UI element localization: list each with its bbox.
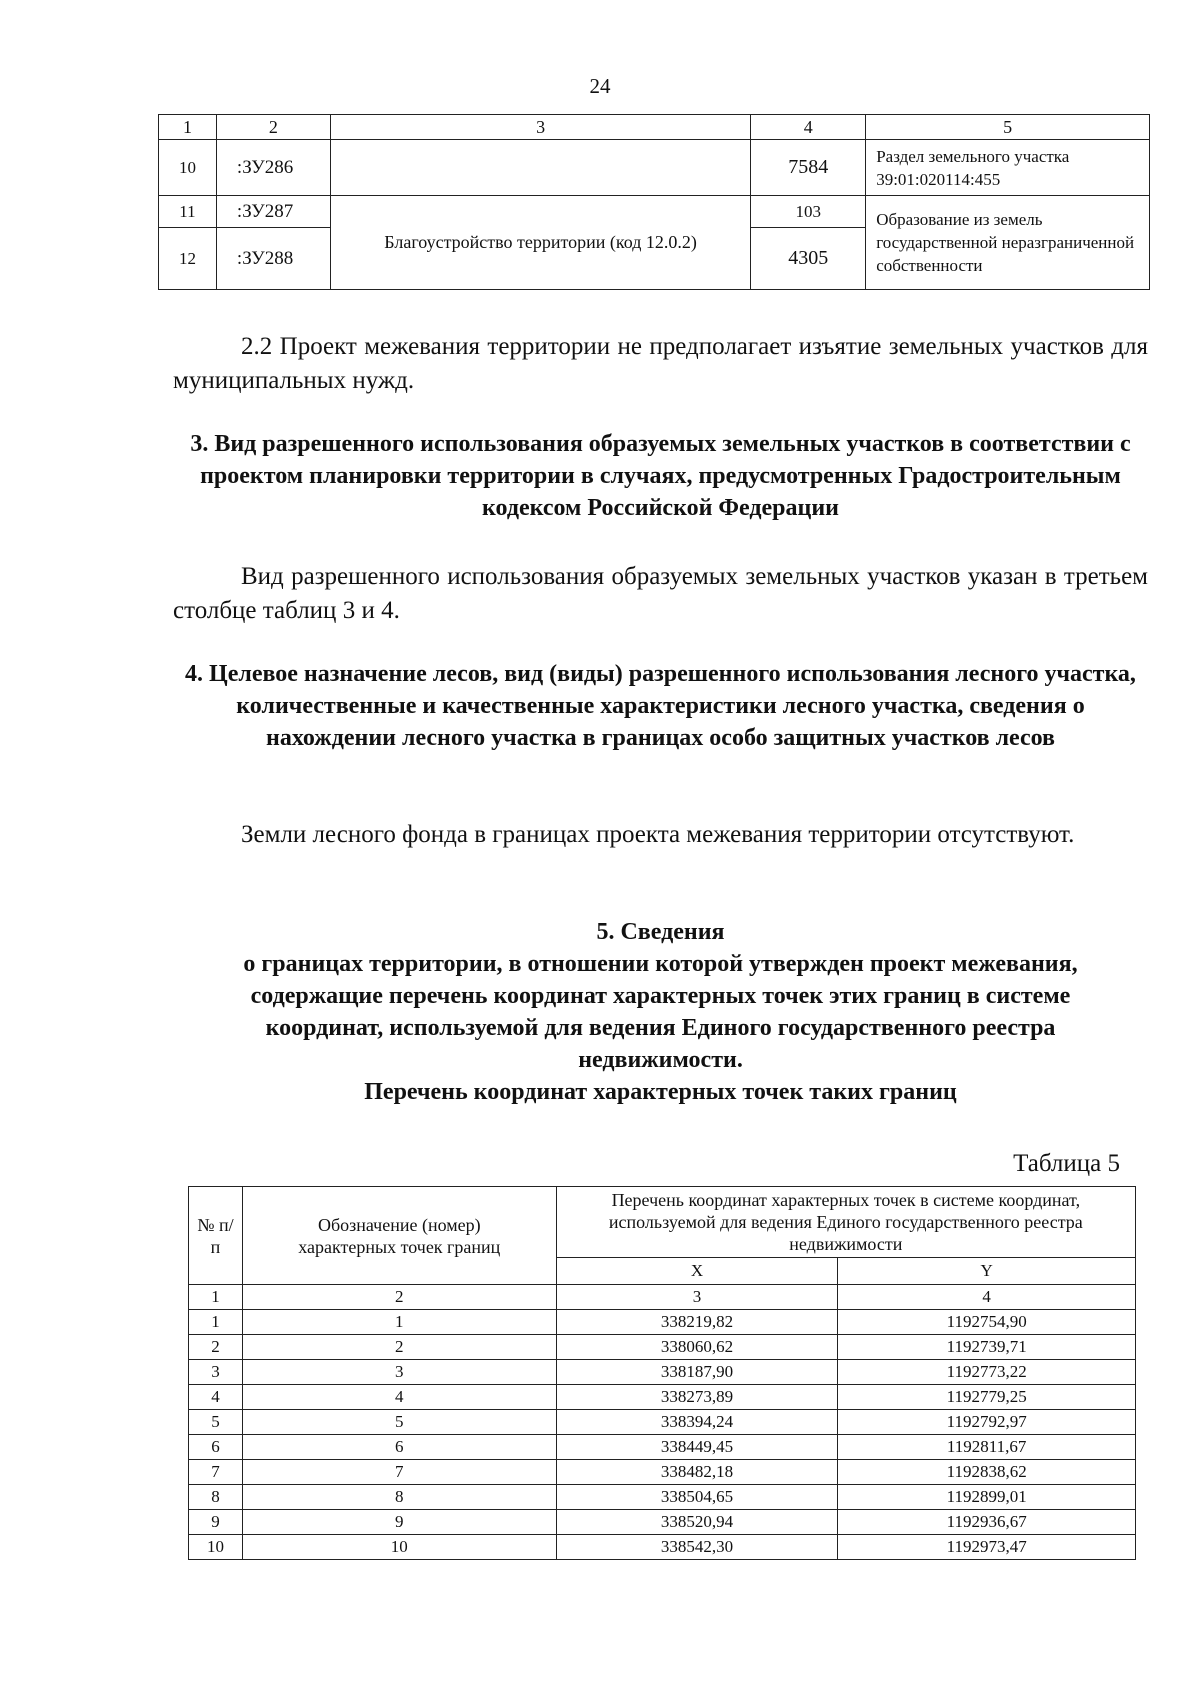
plot-area: 103: [751, 196, 866, 228]
index-cell: 1: [189, 1285, 243, 1310]
table-row: [189, 1435, 1136, 1460]
section-5-subtitle-2: Перечень координат характерных точек таких границ: [364, 1079, 957, 1105]
land-plots-table: [158, 114, 1150, 290]
point-number: 9: [242, 1510, 556, 1535]
row-number: 6: [189, 1435, 243, 1460]
x-coordinate: 338187,90: [556, 1360, 838, 1385]
row-number: 9: [189, 1510, 243, 1535]
y-coordinate: 1192838,62: [838, 1460, 1136, 1485]
paragraph-3: [173, 560, 1148, 628]
y-coordinate: 1192811,67: [838, 1435, 1136, 1460]
table-row: [189, 1385, 1136, 1410]
table-row: [189, 1335, 1136, 1360]
table-row: [189, 1310, 1136, 1335]
table-row: [189, 1360, 1136, 1385]
y-coordinate: 1192779,25: [838, 1385, 1136, 1410]
row-number: 5: [189, 1410, 243, 1435]
y-coordinate: 1192973,47: [838, 1535, 1136, 1560]
x-coordinate: 338219,82: [556, 1310, 838, 1335]
paragraph-text: 2.2 Проект межевания территории не предполагает изъятие земельных участков для муниципальных нужд.: [173, 333, 1148, 394]
x-coordinate: 338060,62: [556, 1335, 838, 1360]
plot-note: Раздел земельного участка 39:01:020114:455: [866, 140, 1150, 196]
index-row: [189, 1285, 1136, 1310]
point-number: 10: [242, 1535, 556, 1560]
table-header-row: [159, 115, 1150, 140]
point-number: 6: [242, 1435, 556, 1460]
table-row: [159, 196, 1150, 228]
x-coordinate: 338449,45: [556, 1435, 838, 1460]
row-number: 8: [189, 1485, 243, 1510]
paragraph-text: Земли лесного фонда в границах проекта межевания территории отсутствуют.: [241, 821, 1075, 848]
paragraph-text: Вид разрешенного использования образуемых земельных участков указан в третьем столбце таблиц 3 и 4.: [173, 563, 1148, 624]
table-row: [189, 1485, 1136, 1510]
x-coordinate: 338504,65: [556, 1485, 838, 1510]
point-number: 8: [242, 1485, 556, 1510]
row-number: 3: [189, 1360, 243, 1385]
header-y: Y: [838, 1258, 1136, 1285]
point-number: 5: [242, 1410, 556, 1435]
row-number: 4: [189, 1385, 243, 1410]
point-number: 3: [242, 1360, 556, 1385]
point-number: 2: [242, 1335, 556, 1360]
row-number: 1: [189, 1310, 243, 1335]
index-cell: 4: [838, 1285, 1136, 1310]
plot-use-merged: Благоустройство территории (код 12.0.2): [330, 196, 750, 290]
header-cell: 4: [751, 115, 866, 140]
index-cell: 3: [556, 1285, 838, 1310]
paragraph-4: [173, 818, 1148, 852]
section-4-heading: 4. Целевое назначение лесов, вид (виды) разрешенного использования лесного участка, количественные и качественные характеристики лесного участка, сведения о нахождении лесного участка в границах особо защитных участков лесов: [185, 661, 1136, 751]
y-coordinate: 1192739,71: [838, 1335, 1136, 1360]
header-cell: 5: [866, 115, 1150, 140]
y-coordinate: 1192899,01: [838, 1485, 1136, 1510]
y-coordinate: 1192773,22: [838, 1360, 1136, 1385]
section-5-title: 5. Сведения: [596, 919, 725, 945]
x-coordinate: 338273,89: [556, 1385, 838, 1410]
x-coordinate: 338520,94: [556, 1510, 838, 1535]
plot-code: :ЗУ286: [216, 140, 330, 196]
table-row: [189, 1460, 1136, 1485]
header-cell: 2: [216, 115, 330, 140]
row-number: 11: [159, 196, 217, 228]
header-cell: 1: [159, 115, 217, 140]
plot-code: :ЗУ287: [216, 196, 330, 228]
point-number: 7: [242, 1460, 556, 1485]
row-number: 2: [189, 1335, 243, 1360]
row-number: 10: [159, 140, 217, 196]
table-header-row: [189, 1187, 1136, 1258]
paragraph-2-2: [173, 330, 1148, 398]
point-number: 4: [242, 1385, 556, 1410]
table-caption: Таблица 5: [1013, 1150, 1120, 1177]
plot-area: 4305: [751, 228, 866, 290]
plot-note-merged: Образование из земель государственной неразграниченной собственности: [866, 196, 1150, 290]
header-coordinates: Перечень координат характерных точек в системе координат, используемой для ведения Единого государственного реестра недвижимости: [556, 1187, 1135, 1258]
header-x: X: [556, 1258, 838, 1285]
table-row: [189, 1510, 1136, 1535]
table-row: [159, 140, 1150, 196]
plot-code: :ЗУ288: [216, 228, 330, 290]
y-coordinate: 1192936,67: [838, 1510, 1136, 1535]
y-coordinate: 1192792,97: [838, 1410, 1136, 1435]
header-cell: 3: [330, 115, 750, 140]
coordinates-table: [188, 1186, 1136, 1560]
x-coordinate: 338394,24: [556, 1410, 838, 1435]
header-point-label: Обозначение (номер) характерных точек границ: [242, 1187, 556, 1285]
table-row: [189, 1535, 1136, 1560]
header-number: № п/п: [189, 1187, 243, 1285]
row-number: 7: [189, 1460, 243, 1485]
plot-area: 7584: [751, 140, 866, 196]
x-coordinate: 338542,30: [556, 1535, 838, 1560]
table-row: [189, 1410, 1136, 1435]
section-5-heading: [173, 916, 1148, 1108]
x-coordinate: 338482,18: [556, 1460, 838, 1485]
section-5-subtitle: о границах территории, в отношении которой утвержден проект межевания, содержащие перечень координат характерных точек этих границ в системе координат, используемой для ведения Единого государственного реестра недвижимости.: [243, 951, 1078, 1073]
y-coordinate: 1192754,90: [838, 1310, 1136, 1335]
point-number: 1: [242, 1310, 556, 1335]
plot-use: [330, 140, 750, 196]
page-number: 24: [589, 74, 611, 98]
section-3-heading: 3. Вид разрешенного использования образуемых земельных участков в соответствии с проектом планировки территории в случаях, предусмотренных Градостроительным кодексом Российской Федерации: [190, 431, 1131, 521]
row-number: 12: [159, 228, 217, 290]
index-cell: 2: [242, 1285, 556, 1310]
row-number: 10: [189, 1535, 243, 1560]
